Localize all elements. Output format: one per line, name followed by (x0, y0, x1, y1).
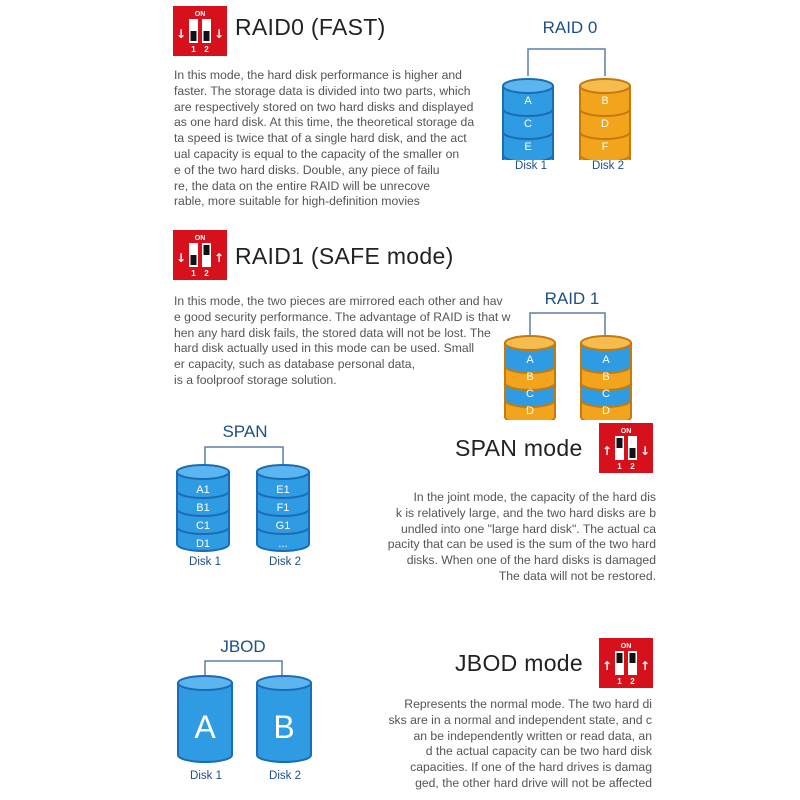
raid0-disk1-slot: E (524, 141, 532, 153)
span-disk1-slot: D1 (195, 538, 211, 550)
span-switch-arrow-2: ↓ (639, 444, 651, 458)
raid1-disk1-slot: B (526, 371, 534, 383)
raid1-diagram-label: RAID 1 (544, 289, 600, 308)
span-switch-num-2: 2 (630, 462, 635, 471)
jbod-switch-arrow-2: ↑ (639, 659, 651, 673)
jbod-diagram-label: JBOD (220, 637, 266, 656)
raid1-switch-arrow-2: ↑ (213, 251, 225, 265)
raid1-diagram (497, 310, 647, 420)
jbod-switch-num-2: 2 (630, 677, 635, 686)
raid1-description: In this mode, the two pieces are mirrored each other and hav e good security performance. The advantage of RAID is that w hen any hard disk fails, the stored data will not be lost. The hard disk actually used in this mode can be used. Small er capacity, such as database personal data, is a foolproof storage solution. (174, 294, 511, 387)
span-disk1-slot: A1 (196, 484, 210, 496)
raid1-disk2-slot: D (602, 405, 610, 417)
raid1-switch-arrow-1: ↓ (175, 251, 187, 265)
raid0-switch-num-1: 1 (191, 45, 196, 54)
jbod-diagram (170, 657, 320, 767)
raid0-switch-arrow-2: ↓ (213, 27, 225, 41)
span-disk2-slot: ... (278, 538, 288, 550)
jbod-switch-num-1: 1 (617, 677, 622, 686)
jbod-disk2-label: Disk 2 (269, 770, 301, 782)
raid0-disk-2 (580, 79, 630, 160)
span-disk2-slot: E1 (276, 484, 290, 496)
raid0-title: RAID0 (FAST) (235, 14, 386, 40)
raid0-disk1-slot: A (524, 95, 532, 107)
span-diagram (170, 442, 320, 554)
raid0-switch-arrow-1: ↓ (175, 27, 187, 41)
jbod-dip-switch-icon (599, 638, 653, 692)
span-title: SPAN mode (455, 435, 583, 461)
span-description: In the joint mode, the capacity of the hard dis k is relatively large, and the two hard disks are b undled into one "large hard disk". The actual ca pacity that can be used is the sum of the two hard disks. When one of the hard disks is damaged The data will not be restored. (387, 490, 656, 583)
jbod-disk-1 (178, 676, 232, 762)
jbod-disk1-letter: A (194, 709, 216, 745)
jbod-disk2-letter: B (273, 709, 295, 745)
jbod-disk1-label: Disk 1 (190, 770, 222, 782)
jbod-disk-2 (257, 676, 311, 762)
span-disk-1 (177, 465, 229, 551)
raid0-dip-switch-icon (173, 6, 227, 60)
raid1-switch-num-2: 2 (204, 269, 209, 278)
raid0-disk2-slot: F (601, 141, 609, 153)
span-disk2-slot: F1 (276, 502, 290, 514)
raid0-disk-1 (503, 79, 553, 160)
raid0-disk2-label: Disk 2 (592, 160, 624, 172)
span-diagram-label: SPAN (222, 422, 268, 441)
raid0-disk2-slot: B (601, 95, 609, 107)
span-switch-num-1: 1 (617, 462, 622, 471)
span-switch-arrow-1: ↑ (601, 444, 613, 458)
span-disk1-slot: B1 (196, 502, 210, 514)
span-disk-2 (257, 465, 309, 551)
jbod-title: JBOD mode (455, 650, 583, 676)
span-switch-on-label: ON (620, 428, 632, 435)
raid1-switch-on-label: ON (194, 235, 206, 242)
raid1-disk2-slot: B (602, 371, 610, 383)
raid0-description: In this mode, the hard disk performance is higher and faster. The storage data is divided into two parts, which are respectively stored on two hard disks and displayed as one hard disk. At this time, the theoretical storage da ta speed is twice that of a single hard disk, and the act ual capacity is equal to the capacity of the smaller on e of the two hard disks. Double, any piece of failu re, the data on the entire RAID will be unrecove rable, more suitable for high-definition movies (174, 68, 475, 209)
raid1-disk-2 (581, 336, 631, 420)
raid0-disk1-slot: C (524, 118, 532, 130)
raid0-diagram-label: RAID 0 (542, 18, 598, 37)
span-disk1-label: Disk 1 (189, 556, 221, 568)
span-disk1-slot: C1 (195, 520, 211, 532)
raid1-disk2-slot: A (602, 354, 610, 366)
jbod-description: Represents the normal mode. The two hard di sks are in a normal and independent state, and c an be independently written or read data, an d the actual capacity can be two hard disk capacities. If one of the hard drives is damag ged, the other hard drive will not be affected (388, 697, 652, 790)
raid1-dip-switch-icon (173, 230, 227, 284)
raid0-disk2-slot: D (601, 118, 609, 130)
raid1-disk1-slot: D (526, 405, 534, 417)
jbod-switch-arrow-1: ↑ (601, 659, 613, 673)
raid1-disk-1 (505, 336, 555, 420)
raid1-title: RAID1 (SAFE mode) (235, 243, 454, 269)
span-disk2-slot: G1 (275, 520, 291, 532)
jbod-switch-on-label: ON (620, 643, 632, 650)
raid1-disk1-slot: A (526, 354, 534, 366)
raid0-diagram (495, 40, 645, 160)
raid0-switch-on-label: ON (194, 11, 206, 18)
raid1-disk1-slot: C (526, 388, 534, 400)
span-disk2-label: Disk 2 (269, 556, 301, 568)
raid1-switch-num-1: 1 (191, 269, 196, 278)
raid0-disk1-label: Disk 1 (515, 160, 547, 172)
span-dip-switch-icon (599, 423, 653, 477)
raid1-disk2-slot: C (602, 388, 610, 400)
raid0-switch-num-2: 2 (204, 45, 209, 54)
